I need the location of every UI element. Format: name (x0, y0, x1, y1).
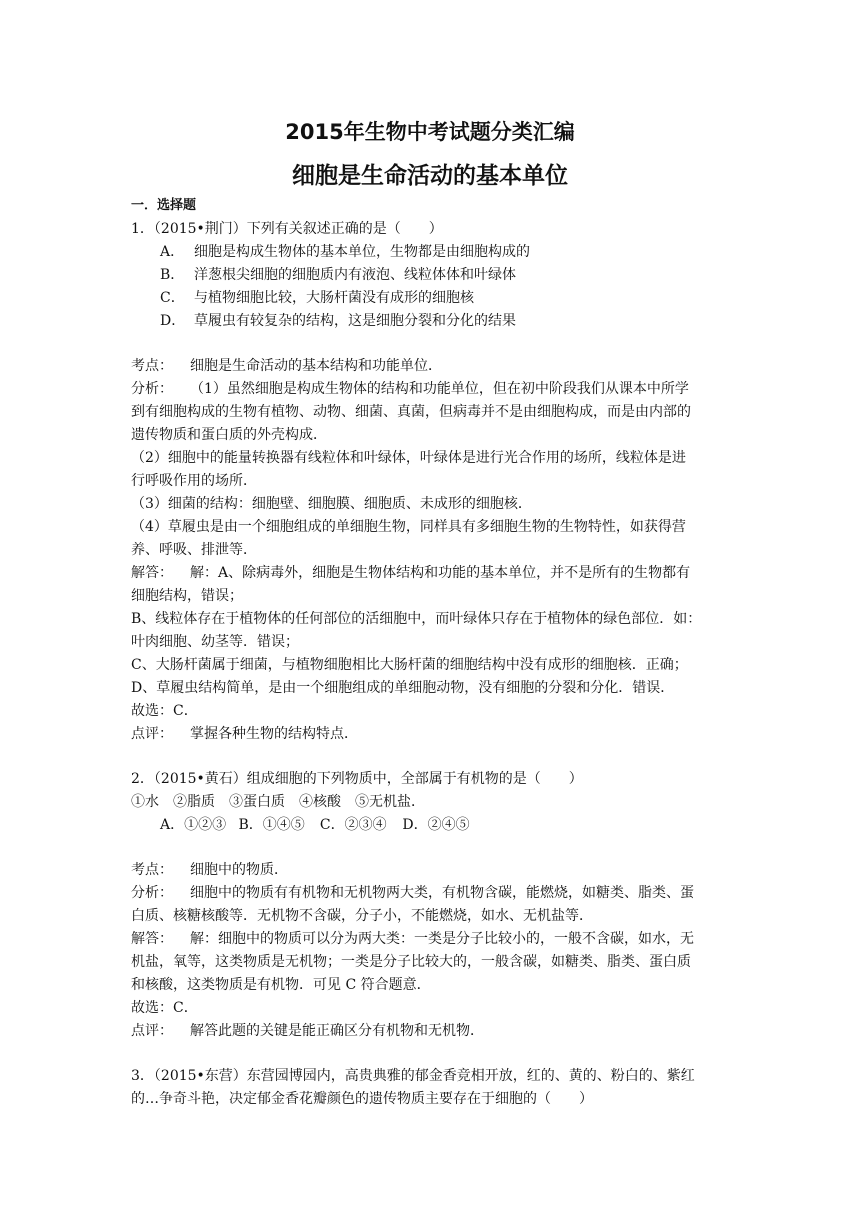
dianping-label: 点评： (131, 726, 173, 742)
q1-fenxi-line: （3）细菌的结构：细胞壁、细胞膜、细胞质、未成形的细胞核． (131, 496, 532, 512)
dianping-label: 点评： (131, 1023, 173, 1039)
q2-choices (160, 816, 470, 834)
jieda-label: 解答： (131, 931, 173, 947)
fenxi-text: （1）虽然细胞是构成生物体的结构和功能单位，但在初中阶段我们从课本中所学 (190, 381, 689, 397)
q2-choice-d: D．②④⑤ (402, 817, 470, 833)
q2-answer: 故选：C． (131, 1000, 198, 1016)
option-text: 草履虫有较复杂的结构，这是细胞分裂和分化的结果 (194, 313, 516, 329)
q1-fenxi-line: （2）细胞中的能量转换器有线粒体和叶绿体，叶绿体是进行光合作用的场所，线粒体是进 (131, 450, 686, 466)
fenxi-text: 细胞中的物质有有机物和无机物两大类，有机物含碳，能燃烧，如糖类、脂类、蛋 (190, 885, 694, 901)
q2-choice-b: B．①④⑤ (238, 817, 305, 833)
q1-fenxi-line (131, 380, 689, 398)
fenxi-label: 分析： (131, 885, 173, 901)
q2-choice-c: C．②③④ (319, 817, 387, 833)
q1-option-c (160, 289, 474, 307)
q1-fenxi-line: （4）草履虫是由一个细胞组成的单细胞生物，同样具有多细胞生物的生物特性，如获得营 (131, 519, 686, 535)
q2-jieda-line: 和核酸，这类物质是有机物．可见 C 符合题意． (131, 977, 431, 993)
jieda-text: 解：细胞中的物质可以分为两大类：一类是分子比较小的，一般不含碳，如水，无 (190, 931, 694, 947)
kaodian-label: 考点： (131, 358, 173, 374)
q2-jieda-line (131, 930, 694, 948)
option-text: 与植物细胞比较，大肠杆菌没有成形的细胞核 (194, 290, 474, 306)
option-text: 细胞是构成生物体的基本单位，生物都是由细胞构成的 (194, 244, 530, 260)
q1-jieda-line: D、草履虫结构简单，是由一个细胞组成的单细胞动物，没有细胞的分裂和分化．错误． (131, 680, 675, 696)
q1-kaodian (131, 357, 442, 375)
dianping-text: 解答此题的关键是能正确区分有机物和无机物． (190, 1023, 484, 1039)
q2-dianping (131, 1022, 484, 1040)
q1-fenxi-line: 到有细胞构成的生物有植物、动物、细菌、真菌，但病毒并不是由细胞构成，而是由内部的 (131, 404, 691, 420)
kaodian-text: 细胞中的物质． (190, 862, 288, 878)
q2-jieda-line: 机盐，氧等，这类物质是无机物；一类是分子比较大的，一般含碳，如糖类、脂类、蛋白质 (131, 954, 691, 970)
document-title: 2015年生物中考试题分类汇编 (285, 120, 575, 144)
q2-fenxi-line: 白质、核糖核酸等．无机物不含碳，分子小，不能燃烧，如水、无机盐等． (131, 908, 593, 924)
document-subtitle: 细胞是生命活动的基本单位 (292, 163, 568, 189)
option-key: B． (160, 267, 185, 283)
q2-choice-a: A．①②③ (160, 817, 227, 833)
option-key: D． (160, 313, 186, 329)
q2-fenxi-line (131, 884, 694, 902)
q2-kaodian (131, 861, 288, 879)
q1-dianping (131, 725, 358, 743)
q1-option-a (160, 243, 530, 261)
jieda-label: 解答： (131, 565, 173, 581)
option-text: 洋葱根尖细胞的细胞质内有液泡、线粒体体和叶绿体 (194, 267, 516, 283)
q1-fenxi-line: 遗传物质和蛋白质的外壳构成． (131, 427, 327, 443)
q2-items: ①水 ②脂质 ③蛋白质 ④核酸 ⑤无机盐． (131, 794, 425, 810)
option-key: A． (160, 244, 185, 260)
jieda-text: 解：A、除病毒外，细胞是生物体结构和功能的基本单位，并不是所有的生物都有 (190, 565, 691, 581)
q1-jieda-line: 细胞结构，错误； (131, 588, 243, 604)
q1-jieda-line: B、线粒体存在于植物体的任何部位的活细胞中，而叶绿体只存在于植物体的绿色部位．如： (131, 611, 702, 627)
dianping-text: 掌握各种生物的结构特点． (190, 726, 358, 742)
q1-fenxi-line: 行呼吸作用的场所． (131, 473, 257, 489)
fenxi-label: 分析： (131, 381, 173, 397)
q3-stem-line: 3．（2015•东营）东营园博园内，高贵典雅的郁金香竞相开放，红的、黄的、粉白的、紫红 (131, 1068, 695, 1084)
q1-stem: 1．（2015•荆门）下列有关叙述正确的是（ ） (131, 221, 443, 237)
kaodian-label: 考点： (131, 862, 173, 878)
q1-jieda-line: 叶肉细胞、幼茎等．错误； (131, 634, 299, 650)
q1-fenxi-line: 养、呼吸、排泄等． (131, 542, 257, 558)
section-heading: 一．选择题 (131, 198, 197, 213)
q1-answer: 故选：C． (131, 703, 198, 719)
q1-option-d (160, 312, 516, 330)
kaodian-text: 细胞是生命活动的基本结构和功能单位． (190, 358, 442, 374)
option-key: C． (160, 290, 185, 306)
q1-jieda-line: C、大肠杆菌属于细菌，与植物细胞相比大肠杆菌的细胞结构中没有成形的细胞核．正确； (131, 657, 688, 673)
q1-option-b (160, 266, 516, 284)
q2-stem: 2．（2015•黄石）组成细胞的下列物质中，全部属于有机物的是（ ） (131, 771, 583, 787)
q1-jieda-line (131, 564, 690, 582)
q3-stem-line: 的…争奇斗艳，决定郁金香花瓣颜色的遗传物质主要存在于细胞的（ ） (131, 1091, 593, 1107)
